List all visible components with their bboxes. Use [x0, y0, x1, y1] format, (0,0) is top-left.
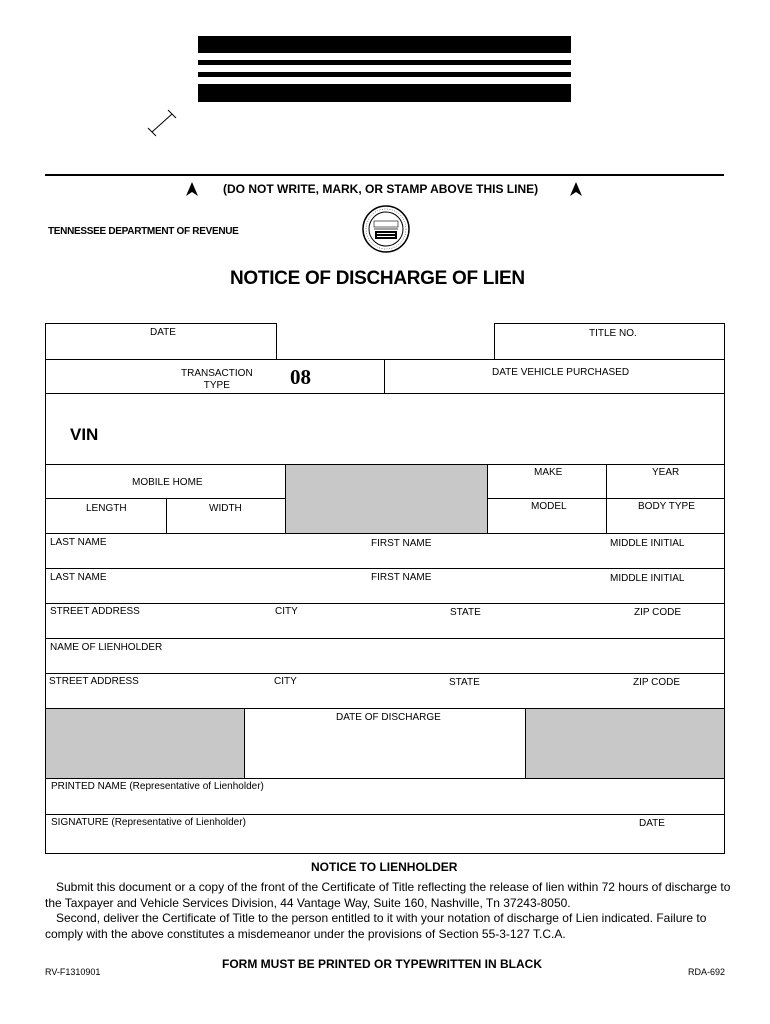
signature-date-label: DATE: [639, 818, 665, 829]
divider: [45, 498, 285, 499]
barcode-bar-2: [198, 60, 571, 65]
notice-paragraph-1: [45, 879, 735, 911]
notice-text-2: Second, deliver the Certificate of Title to the person entitled to it with your notation of discharge of Lien indicated. Failure to comply with the above constitutes a misdemeanor under the provisions of Section 55-3-127 T.C.A.: [45, 911, 707, 941]
year-label: YEAR: [652, 467, 680, 478]
barcode-bar-3: [198, 72, 571, 77]
last-name-label: LAST NAME: [50, 572, 107, 583]
transaction-type-label: [181, 368, 253, 392]
street-address-label: STREET ADDRESS: [50, 606, 140, 617]
notice-text-1: Submit this document or a copy of the front of the Certificate of Title reflecting the release of lien within 72 hours of discharge to the Taxpayer and Vehicle Services Division, 44 Vantage Way, Suite 160, Nashville, Tn 37243-8050.: [45, 880, 731, 910]
title-no-label: TITLE NO.: [589, 328, 637, 339]
notice-paragraph-2: [45, 910, 735, 942]
date-of-discharge-label: DATE OF DISCHARGE: [336, 712, 441, 723]
name-of-lienholder-label: NAME OF LIENHOLDER: [50, 642, 163, 653]
printed-name-label: PRINTED NAME (Representative of Lienholder): [51, 781, 264, 792]
body-type-label: BODY TYPE: [638, 501, 695, 512]
state-label: STATE: [450, 607, 481, 618]
signature-label: SIGNATURE (Representative of Lienholder): [51, 817, 246, 828]
department-name: TENNESSEE DEPARTMENT OF REVENUE: [48, 226, 239, 237]
divider: [166, 498, 167, 534]
mobile-home-label: MOBILE HOME: [132, 477, 203, 488]
state-seal-icon: [362, 205, 410, 253]
last-name-label: LAST NAME: [50, 537, 107, 548]
zip-code-label: ZIP CODE: [633, 677, 681, 688]
make-label: MAKE: [534, 467, 563, 478]
divider: [487, 464, 488, 534]
lienholder-address-field[interactable]: [45, 673, 725, 709]
street-address-label: STREET ADDRESS: [49, 676, 139, 687]
form-id: RV-F1310901: [45, 967, 101, 977]
gray-block: [526, 709, 724, 778]
do-not-write-text: (DO NOT WRITE, MARK, OR STAMP ABOVE THIS LINE): [223, 182, 539, 196]
page-title: NOTICE OF DISCHARGE OF LIEN: [230, 268, 525, 289]
transaction-type-text: TRANSACTION TYPE: [181, 368, 253, 391]
first-name-label: FIRST NAME: [371, 572, 432, 583]
barcode-bar-4: [198, 84, 571, 102]
up-arrow-icon: [570, 182, 582, 196]
width-label: WIDTH: [209, 503, 242, 514]
divider: [384, 359, 385, 394]
transaction-type-value: 08: [290, 365, 311, 389]
city-label: CITY: [274, 676, 297, 687]
date-label: DATE: [150, 327, 176, 338]
vin-label: VIN: [70, 425, 99, 444]
length-label: LENGTH: [86, 503, 127, 514]
gray-block: [46, 709, 244, 778]
middle-initial-label: MIDDLE INITIAL: [610, 573, 685, 584]
first-name-label: FIRST NAME: [371, 538, 432, 549]
zip-code-label: ZIP CODE: [634, 607, 682, 618]
date-vehicle-purchased-label: DATE VEHICLE PURCHASED: [492, 367, 630, 378]
state-label: STATE: [449, 677, 480, 688]
city-label: CITY: [275, 606, 298, 617]
notice-heading: NOTICE TO LIENHOLDER: [311, 860, 458, 874]
registration-mark-icon: [144, 106, 180, 138]
divider: [606, 464, 607, 534]
do-not-write-line: [45, 174, 724, 176]
middle-initial-label: MIDDLE INITIAL: [610, 538, 685, 549]
barcode-bar-1: [198, 36, 571, 53]
gray-block: [286, 465, 488, 533]
rda-number: RDA-692: [688, 967, 726, 977]
owner-address-field[interactable]: [45, 603, 725, 639]
vin-field[interactable]: [45, 393, 725, 465]
model-label: MODEL: [531, 501, 567, 512]
up-arrow-icon: [186, 182, 198, 196]
footer-instruction: FORM MUST BE PRINTED OR TYPEWRITTEN IN BLACK: [222, 957, 542, 971]
